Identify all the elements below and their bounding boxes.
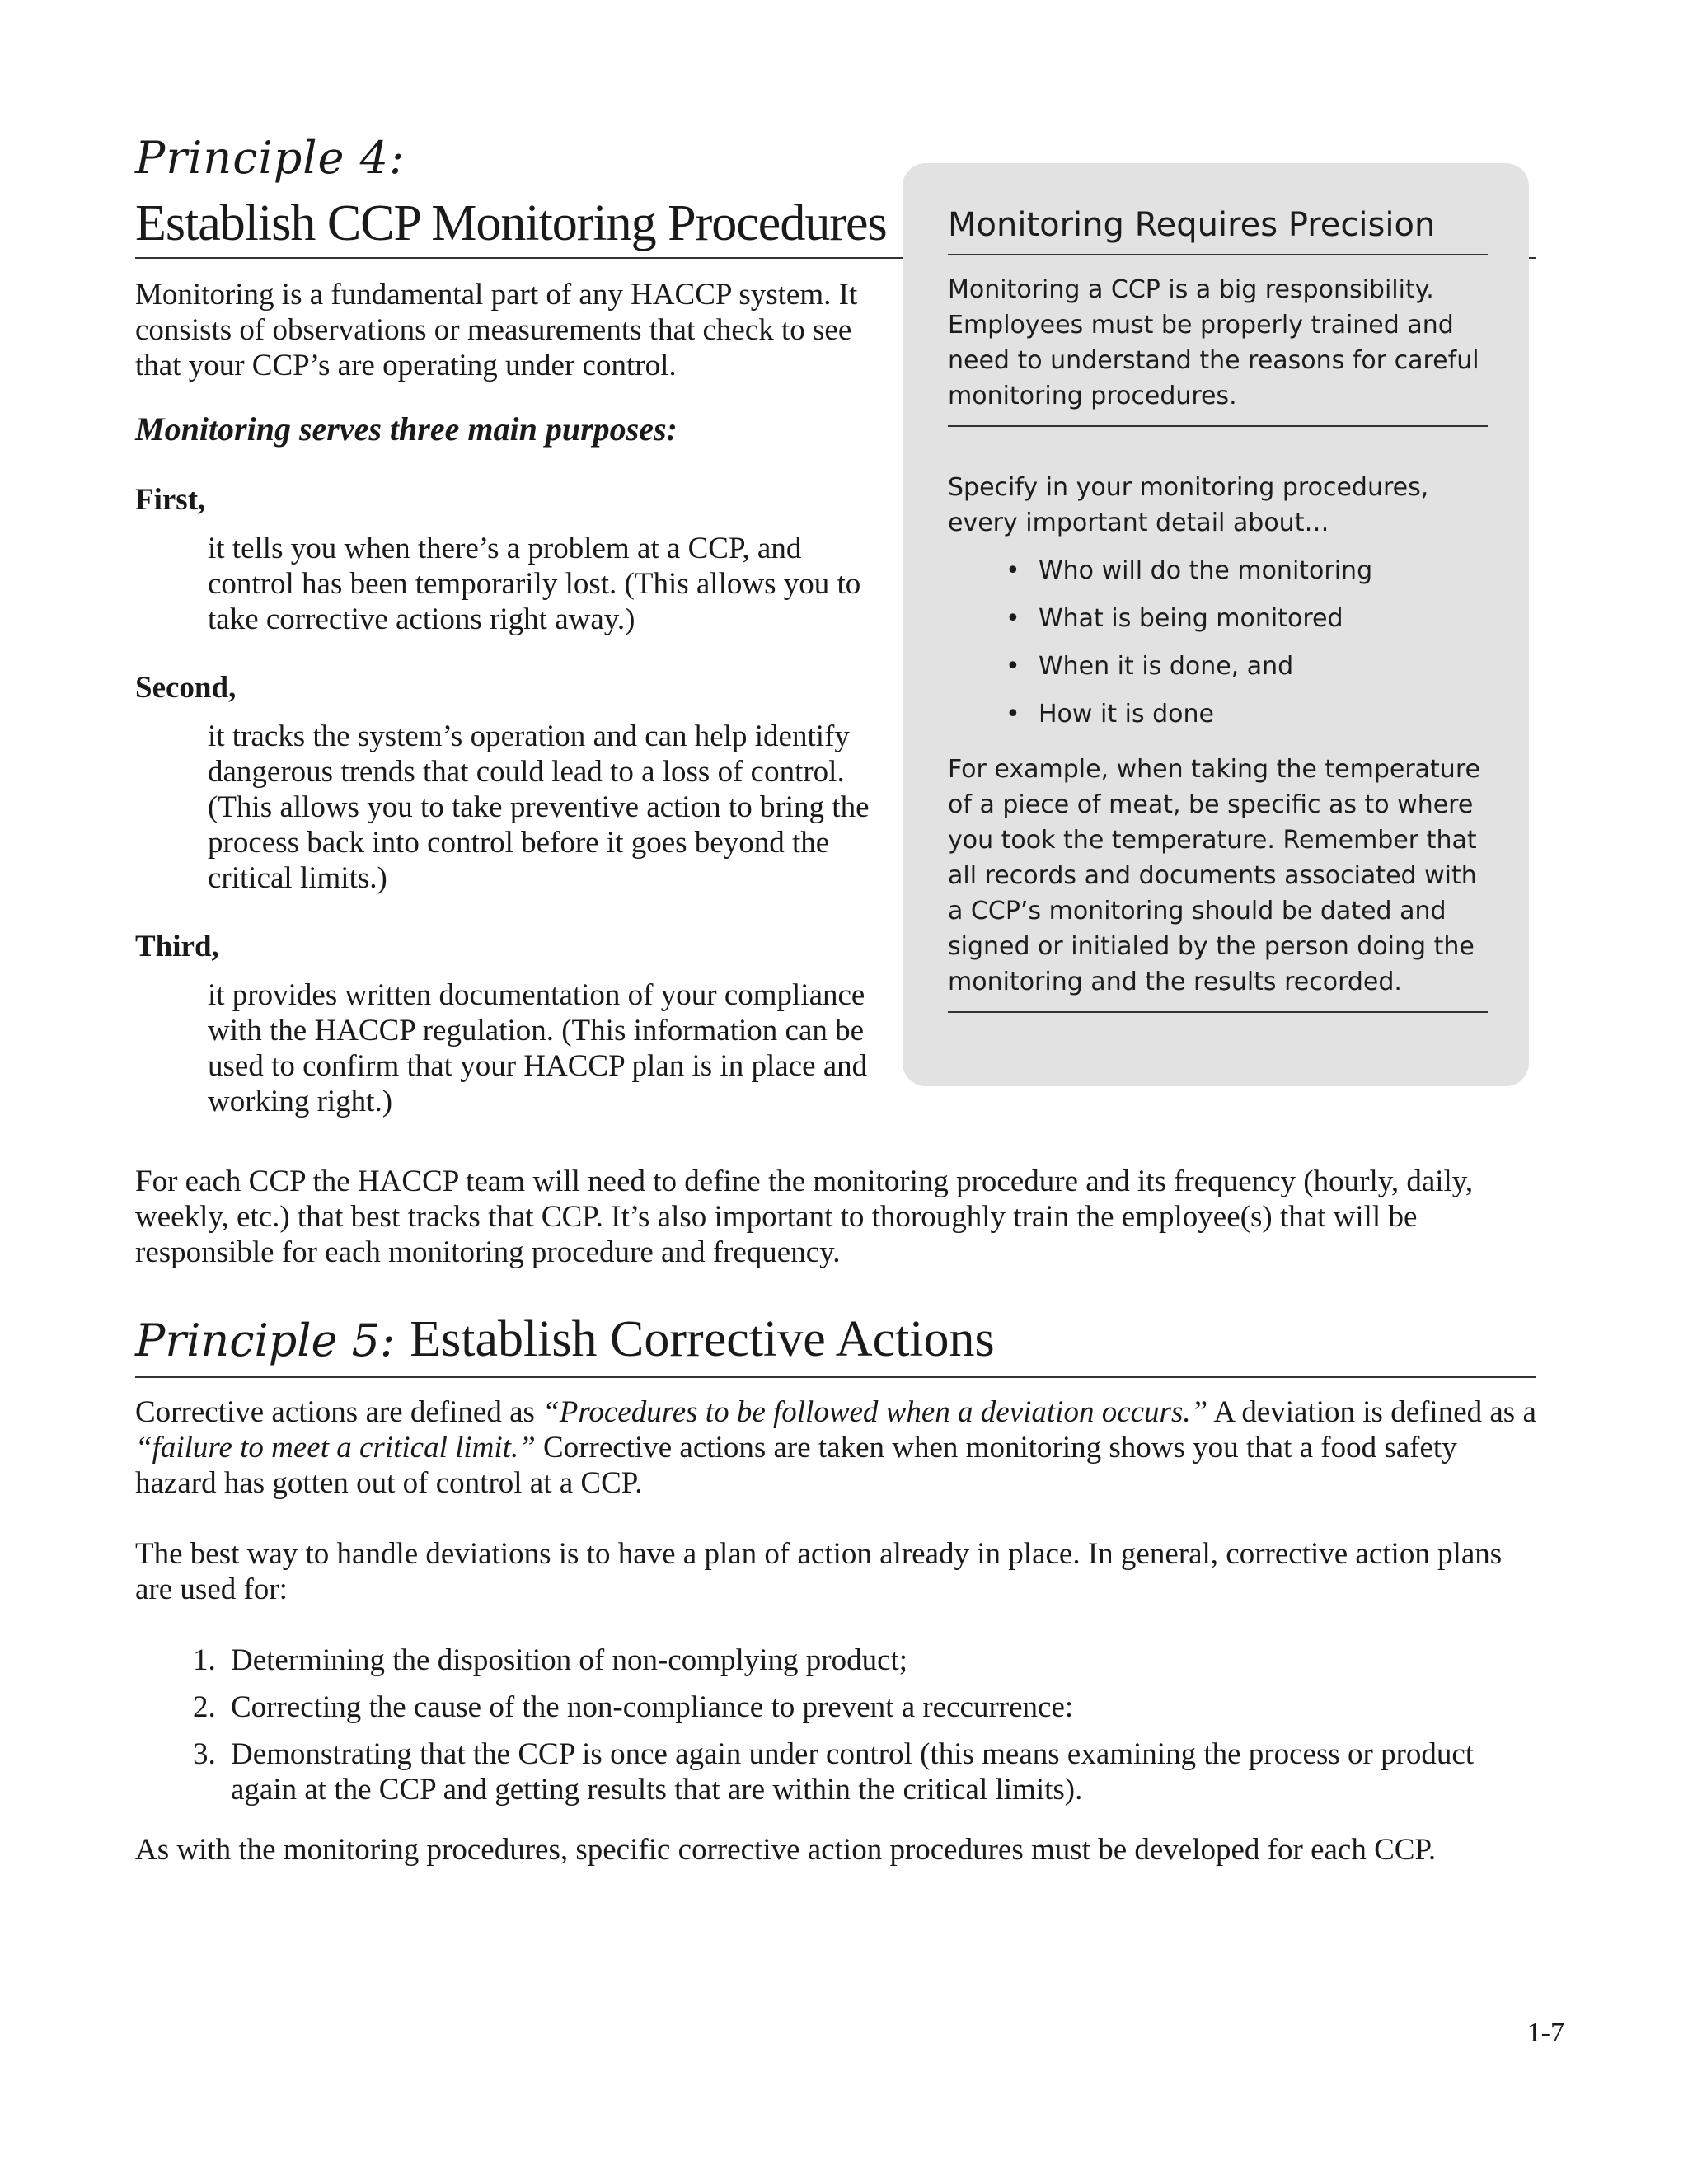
bullet-glyph: •: [1006, 652, 1020, 681]
bullet-glyph: •: [1006, 700, 1020, 729]
page-number: 1-7: [1526, 2018, 1564, 2048]
sidebar-para-specify: Specify in your monitoring procedures, every important detail about…: [948, 473, 1429, 537]
list-text: Determining the disposition of non-complying product;: [231, 1643, 908, 1677]
principle-5-heading: [135, 1310, 995, 1369]
list-item: [193, 1736, 1545, 1807]
purpose-third: [135, 929, 877, 1119]
list-item: [1006, 595, 1488, 643]
monitoring-intro: Monitoring is a fundamental part of any HACCP system. It consists of observations or measurements that check to see that your CCP’s are operating under control.: [135, 278, 858, 382]
principle-5-divider: [135, 1376, 1536, 1378]
purposes-title: Monitoring serves three main purposes:: [135, 410, 678, 448]
principle-5-body: [135, 1394, 1545, 1868]
purpose-label: Second,: [135, 671, 237, 705]
purpose-first: [135, 482, 877, 637]
purpose-text: it tracks the system’s operation and can help identify dangerous trends that could lead to a loss of control. (This allows you to take preventive action to bring the process back into control before it goes beyond the critical limits.): [208, 719, 870, 895]
principle-5-title: Establish Corrective Actions: [410, 1311, 995, 1367]
sidebar-title: Monitoring Requires Precision: [948, 204, 1488, 255]
quote-failure: “failure to meet a critical limit.”: [135, 1431, 536, 1465]
deviation-plan-para: The best way to handle deviations is to have a plan of action already in place. In general, corrective action plans are used for:: [135, 1537, 1503, 1606]
corrective-action-list: [135, 1643, 1545, 1807]
sidebar-divider: [948, 1011, 1488, 1013]
list-number: 1.: [193, 1643, 216, 1677]
sidebar-divider: [948, 425, 1488, 427]
list-item: [193, 1690, 1545, 1725]
text-run: A deviation is defined as a: [1207, 1395, 1536, 1429]
bullet-glyph: •: [1006, 556, 1020, 585]
quote-procedures: “Procedures to be followed when a deviation occurs.”: [542, 1395, 1208, 1429]
purpose-text: it tells you when there’s a problem at a CCP, and control has been temporarily lost. (This allows you to take corrective actions right away.): [208, 532, 861, 636]
bullet-text: When it is done, and: [1039, 652, 1294, 681]
bullet-text: Who will do the monitoring: [1039, 556, 1373, 585]
sidebar-content: [948, 204, 1488, 1013]
list-number: 3.: [193, 1737, 216, 1771]
bullet-glyph: •: [1006, 604, 1020, 633]
list-text: Demonstrating that the CCP is once again under control (this means examining the process or product again at the CCP and getting results that are within the critical limits).: [231, 1737, 1475, 1807]
list-item: [1006, 547, 1488, 595]
list-number: 2.: [193, 1690, 216, 1724]
list-text: Correcting the cause of the non-compliance to prevent a reccurrence:: [231, 1690, 1074, 1724]
sidebar-para-example: For example, when taking the temperature of a piece of meat, be specific as to where you took the temperature. Remember that all records and documents associated with a CCP’s monitoring should be dated and signed or initialed by the person doing the monitoring and the results recorded.: [948, 755, 1480, 996]
sidebar-para-responsibility: Monitoring a CCP is a big responsibility. Employees must be properly trained and need to understand the reasons for careful monitoring procedures.: [948, 275, 1479, 410]
corrective-closing-para: As with the monitoring procedures, specific corrective action procedures must be developed for each CCP.: [135, 1833, 1437, 1867]
bullet-text: What is being monitored: [1039, 604, 1343, 633]
monitoring-frequency-para: For each CCP the HACCP team will need to define the monitoring procedure and its frequency (hourly, daily, weekly, etc.) that best tracks that CCP. It’s also important to thoroughly train the employee(s) that will be responsible for each monitoring procedure and frequency.: [135, 1165, 1474, 1269]
principle-4-title: Establish CCP Monitoring Procedures: [135, 195, 887, 251]
purpose-label: Third,: [135, 930, 219, 963]
principle-5-label: Principle 5:: [135, 1315, 396, 1366]
list-item: [1006, 643, 1488, 691]
principle-4-label: Principle 4:: [135, 132, 406, 184]
purpose-label: First,: [135, 483, 206, 517]
purpose-second: [135, 670, 877, 896]
corrective-actions-definition: [135, 1394, 1545, 1501]
list-item: [193, 1643, 1545, 1678]
sidebar-bullet-list: [948, 547, 1488, 738]
purpose-text: it provides written documentation of your compliance with the HACCP regulation. (This information can be used to confirm that your HACCP plan is in place and working right.): [208, 978, 868, 1118]
text-run: Corrective actions are taken when monitoring shows you that a food safety hazard has gotten out of control at a CCP.: [135, 1431, 1457, 1500]
text-run: Corrective actions are defined as: [135, 1395, 543, 1429]
principle-4-body: [135, 277, 877, 1119]
bullet-text: How it is done: [1039, 700, 1214, 729]
list-item: [1006, 691, 1488, 738]
monitoring-precision-sidebar: [903, 163, 1529, 1086]
